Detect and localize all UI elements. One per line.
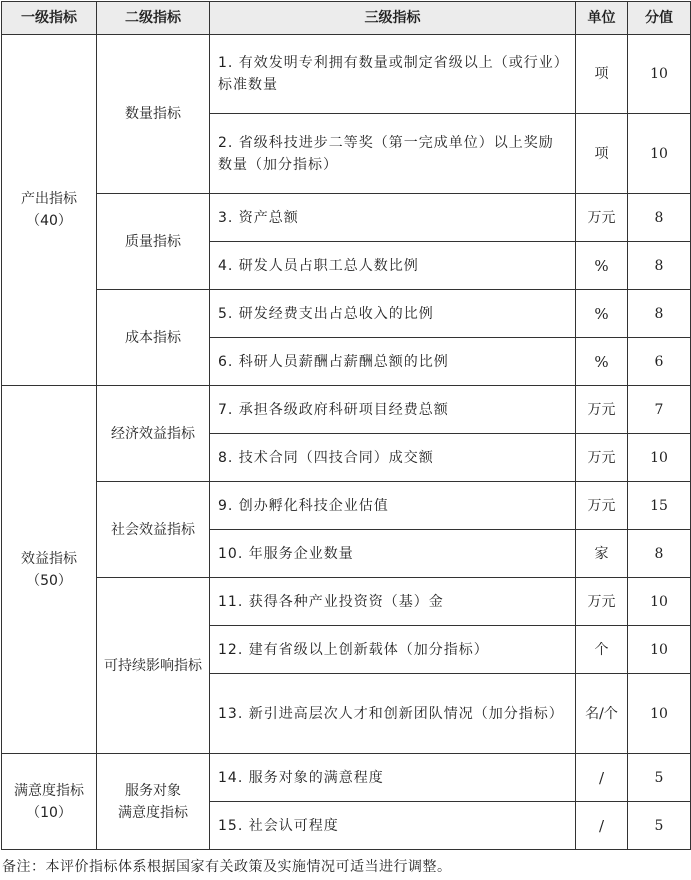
score-4: 8 bbox=[628, 242, 691, 290]
indicator-13: 13. 新引进高层次人才和创新团队情况（加分指标） bbox=[210, 674, 576, 754]
indicator-15: 15. 社会认可程度 bbox=[210, 802, 576, 850]
level2-sustainable: 可持续影响指标 bbox=[97, 578, 210, 754]
unit-2: 项 bbox=[576, 114, 628, 194]
indicator-8: 8. 技术合同（四技合同）成交额 bbox=[210, 434, 576, 482]
table-row bbox=[2, 290, 691, 338]
unit-14: / bbox=[576, 754, 628, 802]
header-score: 分值 bbox=[628, 2, 691, 35]
score-7: 7 bbox=[628, 386, 691, 434]
score-2: 10 bbox=[628, 114, 691, 194]
table-row bbox=[2, 578, 691, 626]
indicator-11: 11. 获得各种产业投资资（基）金 bbox=[210, 578, 576, 626]
unit-6: % bbox=[576, 338, 628, 386]
unit-10: 家 bbox=[576, 530, 628, 578]
level1-satisfaction: 满意度指标 （10） bbox=[2, 754, 97, 850]
indicator-6: 6. 科研人员薪酬占薪酬总额的比例 bbox=[210, 338, 576, 386]
level2-cost: 成本指标 bbox=[97, 290, 210, 386]
score-1: 10 bbox=[628, 35, 691, 114]
table-note: 备注：本评价指标体系根据国家有关政策及实施情况可适当进行调整。 bbox=[2, 859, 452, 875]
header-unit: 单位 bbox=[576, 2, 628, 35]
indicator-9: 9. 创办孵化科技企业估值 bbox=[210, 482, 576, 530]
table-row bbox=[2, 194, 691, 242]
table-row bbox=[2, 386, 691, 434]
level1-output: 产出指标 （40） bbox=[2, 35, 97, 386]
unit-7: 万元 bbox=[576, 386, 628, 434]
unit-1: 项 bbox=[576, 35, 628, 114]
score-3: 8 bbox=[628, 194, 691, 242]
score-15: 5 bbox=[628, 802, 691, 850]
unit-13: 名/个 bbox=[576, 674, 628, 754]
indicator-14: 14. 服务对象的满意程度 bbox=[210, 754, 576, 802]
score-5: 8 bbox=[628, 290, 691, 338]
indicator-3: 3. 资产总额 bbox=[210, 194, 576, 242]
unit-8: 万元 bbox=[576, 434, 628, 482]
score-14: 5 bbox=[628, 754, 691, 802]
unit-15: / bbox=[576, 802, 628, 850]
unit-11: 万元 bbox=[576, 578, 628, 626]
indicator-table bbox=[1, 1, 691, 850]
indicator-4: 4. 研发人员占职工总人数比例 bbox=[210, 242, 576, 290]
header-level1: 一级指标 bbox=[2, 2, 97, 35]
indicator-10: 10. 年服务企业数量 bbox=[210, 530, 576, 578]
indicator-2: 2. 省级科技进步二等奖（第一完成单位）以上奖励数量（加分指标） bbox=[210, 114, 576, 194]
header-level2: 二级指标 bbox=[97, 2, 210, 35]
score-13: 10 bbox=[628, 674, 691, 754]
level1-benefit: 效益指标 （50） bbox=[2, 386, 97, 754]
header-row bbox=[2, 2, 691, 35]
level2-service-satisfaction: 服务对象 满意度指标 bbox=[97, 754, 210, 850]
level2-social: 社会效益指标 bbox=[97, 482, 210, 578]
indicator-12: 12. 建有省级以上创新载体（加分指标） bbox=[210, 626, 576, 674]
score-9: 15 bbox=[628, 482, 691, 530]
table-row bbox=[2, 482, 691, 530]
level2-quantity: 数量指标 bbox=[97, 35, 210, 194]
unit-4: % bbox=[576, 242, 628, 290]
indicator-7: 7. 承担各级政府科研项目经费总额 bbox=[210, 386, 576, 434]
score-11: 10 bbox=[628, 578, 691, 626]
score-6: 6 bbox=[628, 338, 691, 386]
unit-3: 万元 bbox=[576, 194, 628, 242]
unit-5: % bbox=[576, 290, 628, 338]
score-8: 10 bbox=[628, 434, 691, 482]
table-row bbox=[2, 35, 691, 114]
score-10: 8 bbox=[628, 530, 691, 578]
header-level3: 三级指标 bbox=[210, 2, 576, 35]
score-12: 10 bbox=[628, 626, 691, 674]
unit-9: 万元 bbox=[576, 482, 628, 530]
table-row bbox=[2, 754, 691, 802]
indicator-1: 1. 有效发明专利拥有数量或制定省级以上（或行业）标准数量 bbox=[210, 35, 576, 114]
level2-quality: 质量指标 bbox=[97, 194, 210, 290]
unit-12: 个 bbox=[576, 626, 628, 674]
indicator-5: 5. 研发经费支出占总收入的比例 bbox=[210, 290, 576, 338]
level2-economic: 经济效益指标 bbox=[97, 386, 210, 482]
